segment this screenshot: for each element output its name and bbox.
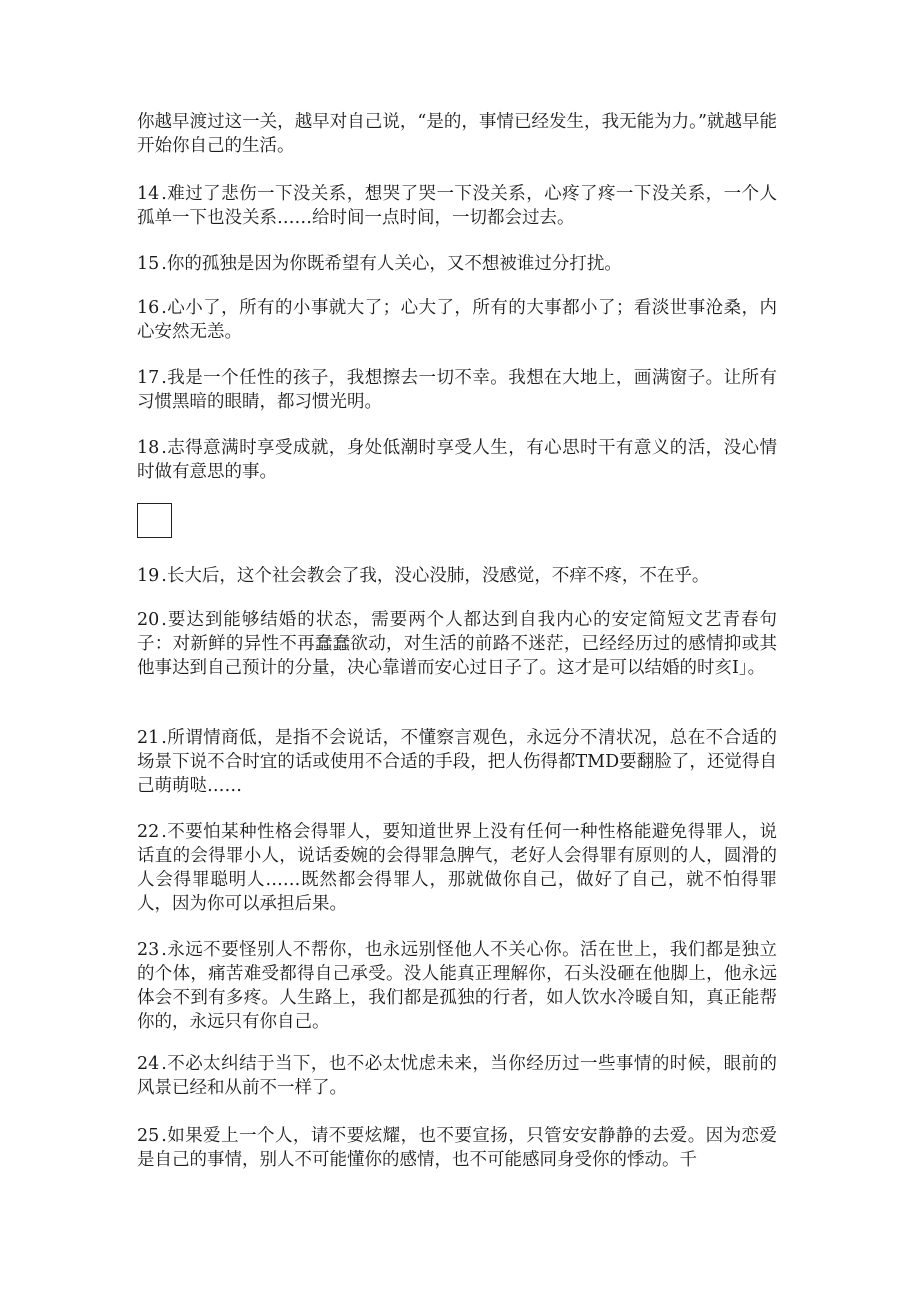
paragraph-14 [137,182,777,230]
paragraph-text: .我是一个任性的孩子，我想擦去一切不幸。我想在大地上，画满窗子。让所有习惯黑暗的眼睛，都习惯光明。 [137,368,777,412]
paragraph-15 [137,252,777,276]
paragraph-text: .不必太纠结于当下，也不必太忧虑未来，当你经历过一些事情的时候，眼前的风景已经和从前不一样了。 [137,1054,777,1098]
paragraph-21 [137,726,777,798]
paragraph-text: .永远不要怪别人不帮你，也永远别怪他人不关心你。活在世上，我们都是独立的个体，痛苦难受都得自己承受。没人能真正理解你，石头没砸在他脚上，他永远体会不到有多疼。人生路上，我们都是孤独的行者，如人饮水冷暖自知，真正能帮你的，永远只有你自己。 [137,940,777,1032]
paragraph-number: 18 [137,438,160,458]
paragraph-number: 23 [137,940,160,960]
paragraph-16 [137,296,777,344]
paragraph-text: .志得意满时享受成就，身处低潮时享受人生，有心思时干有意义的活，没心情时做有意思的事。 [137,438,777,482]
paragraph-text: .心小了，所有的小事就大了；心大了，所有的大事都小了；看淡世事沧桑，内心安然无恙。 [137,298,777,342]
paragraph-text: 你越早渡过这一关，越早对自己说，“是的，事情已经发生，我无能为力。”就越早能开始你自己的生活。 [137,112,777,156]
paragraph-25 [137,1124,777,1172]
paragraph-text: .长大后，这个社会教会了我，没心没肺，没感觉，不痒不疼，不在乎。 [161,566,710,586]
paragraph-number: 24 [137,1054,160,1074]
empty-checkbox[interactable] [137,503,172,538]
paragraph-22 [137,820,777,916]
paragraph-number: 15 [137,254,160,274]
paragraph-number: 16 [137,298,160,318]
paragraph-text: .所谓情商低，是指不会说话，不懂察言观色，永远分不清状况，总在不合适的场景下说不合时宜的话或使用不合适的手段，把人伤得都TMD要翻脸了，还觉得自己萌萌哒…… [137,728,777,796]
paragraph-text: .你的孤独是因为你既希望有人关心，又不想被谁过分打扰。 [161,254,622,274]
paragraph-text: .如果爱上一个人，请不要炫耀，也不要宣扬，只管安安静静的去爱。因为恋爱是自己的事情，别人不可能懂你的感情，也不可能感同身受你的悸动。千 [137,1126,777,1170]
paragraph-17 [137,366,777,414]
paragraph-number: 14 [137,184,160,204]
paragraph-18 [137,436,777,484]
paragraph-text: .不要怕某种性格会得罪人，要知道世界上没有任何一种性格能避免得罪人，说话直的会得罪小人，说话委婉的会得罪急脾气，老好人会得罪有原则的人，圆滑的人会得罪聪明人……既然都会得罪人，那就做你自己，做好了自己，就不怕得罪人，因为你可以承担后果。 [137,822,777,914]
paragraph-number: 20 [137,610,160,630]
paragraph-text: .要达到能够结婚的状态，需要两个人都达到自我内心的安定简短文艺青春句子：对新鲜的异性不再蠢蠢欲动，对生活的前路不迷茫，已经经历过的感情抑或其他事达到自己预计的分量，决心靠谱而安心过日子了。这才是可以结婚的时亥I」。 [137,610,777,678]
paragraph-text: .难过了悲伤一下没关系，想哭了哭一下没关系，心疼了疼一下没关系，一个人孤单一下也没关系……给时间一点时间，一切都会过去。 [137,184,777,228]
paragraph-number: 19 [137,566,160,586]
paragraph-number: 21 [137,728,160,748]
paragraph-23 [137,938,777,1034]
paragraph-20 [137,608,777,680]
paragraph-19 [137,564,777,588]
paragraph-number: 17 [137,368,160,388]
paragraph-13-tail [137,110,777,158]
paragraph-number: 22 [137,822,160,842]
paragraph-number: 25 [137,1126,160,1146]
paragraph-24 [137,1052,777,1100]
